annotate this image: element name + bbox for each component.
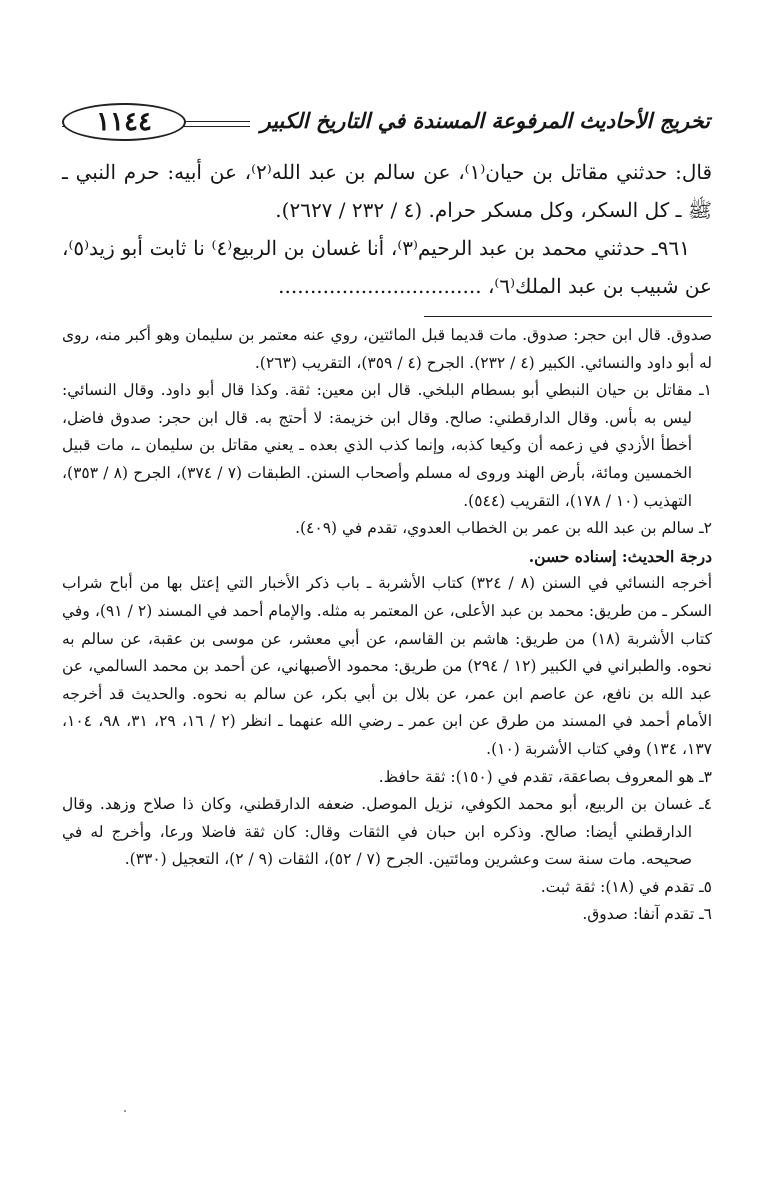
hadith-grade-heading: درجة الحديث: إسناده حسن. xyxy=(528,546,712,566)
main-text xyxy=(62,153,712,305)
footnote-5: ٥ـ تقدم في (١٨): ثقة ثبت. xyxy=(540,877,712,896)
footnote-continuation: صدوق. قال ابن حجر: صدوق. مات قديما قبل المائتين، روي عنه معتمر بن سليمان وهو أكبر منه، روى له أبو داود والنسائي. الكبير (٤ / ٢٣٢). الجرح (٤ / ٣٥٩)، التقريب (٢٦٣). xyxy=(62,326,712,372)
running-title: تخريج الأحاديث المرفوعة المسندة في التاريخ الكبير xyxy=(250,108,710,133)
footnote-3: ٣ـ هو المعروف بصاعقة، تقدم في (١٥٠): ثقة حافظ. xyxy=(378,767,712,786)
footnote-4: ٤ـ غسان بن الربيع، أبو محمد الكوفي، نزيل الموصل. ضعفه الدارقطني، وكان ذا صلاح وزهد. وقال الدارقطني أيضا: صالح. وذكره ابن حبان في الثقات وقال: كان ثقة فاضلا ورعا، وأخرج له في صحيحه. مات سنة ست وعشرين ومائتين. الجرح (٧ / ٥٢)، الثقات (٩ / ٢)، التعجيل (٣٣٠). xyxy=(62,795,712,869)
scan-speck xyxy=(124,1110,126,1112)
footnote-1: ١ـ مقاتل بن حيان النبطي أبو بسطام البلخي. قال ابن معين: ثقة. وكذا قال أبو داود. وقال النسائي: ليس به بأس. وقال الدارقطني: صالح. وقال ابن خزيمة: لا أحتج به. قال ابن حجر: صدوق فاضل، أخطأ الأزدي في زعمه أن وكيعا كذبه، وإنما كذب الذي بعده ـ يعني مقاتل بن سليمان ـ، مات قبيل الخمسين ومائة، بأرض الهند وروى له مسلم وأصحاب السنن. الطبقات (٧ / ٣٧٤)، الجرح (٨ / ٣٥٣)، التهذيب (١٠ / ١٧٨)، التقريب (٥٤٤). xyxy=(62,381,712,510)
page-number: ١١٤٤ xyxy=(62,103,186,141)
footnote-2: ٢ـ سالم بن عبد الله بن عمر بن الخطاب العدوي، تقدم في (٤٠٩). xyxy=(295,519,712,538)
footnote-separator xyxy=(424,316,712,317)
takhrij-paragraph: أخرجه النسائي في السنن (٨ / ٣٢٤) كتاب الأشربة ـ باب ذكر الأخبار التي إعتل بها من أباح شراب السكر ـ من طريق: محمد بن عبد الأعلى، عن المعتمر به مثله. والإمام أحمد في المسند (٢ / ٩١)، وفي كتاب الأشربة (١٨) من طريق: هاشم بن القاسم، عن أبي معشر، عن موسى بن عقبة، عن سالم به نحوه. والطبراني في الكبير (١٢ / ٢٩٤) من طريق: محمود الأصبهاني، عن أحمد بن محمد السالمي، عن عبد الله بن نافع، عن عاصم ابن عمر، عن بلال بن أبي بكر، عن سالم به نحوه. والحديث قد أخرجه الأمام أحمد في المسند من طرق عن ابن عمر ـ رضي الله عنهما ـ انظر (٢ / ١٦، ٢٩، ٣١، ٩٨، ١٠٤، ١٣٧، ١٣٤) وفي كتاب الأشربة (١٠). xyxy=(62,574,713,758)
hadith-961: ٩٦١ـ حدثني محمد بن عبد الرحيم⁽٣⁾، أنا غسان بن الربيع⁽٤⁾ نا ثابت أبو زيد⁽٥⁾، عن شبيب بن عبد الملك⁽٦⁾، ................................ xyxy=(62,236,712,298)
page-header xyxy=(62,102,710,146)
footnotes xyxy=(62,322,712,929)
hadith-continuation: قال: حدثني مقاتل بن حيان⁽١⁾، عن سالم بن عبد الله⁽٢⁾، عن أبيه: حرم النبي ـ ﷺ ـ كل السكر، وكل مسكر حرام. (٤ / ٢٣٢ / ٢٦٢٧). xyxy=(62,160,713,222)
footnote-6: ٦ـ تقدم آنفا: صدوق. xyxy=(582,905,712,924)
